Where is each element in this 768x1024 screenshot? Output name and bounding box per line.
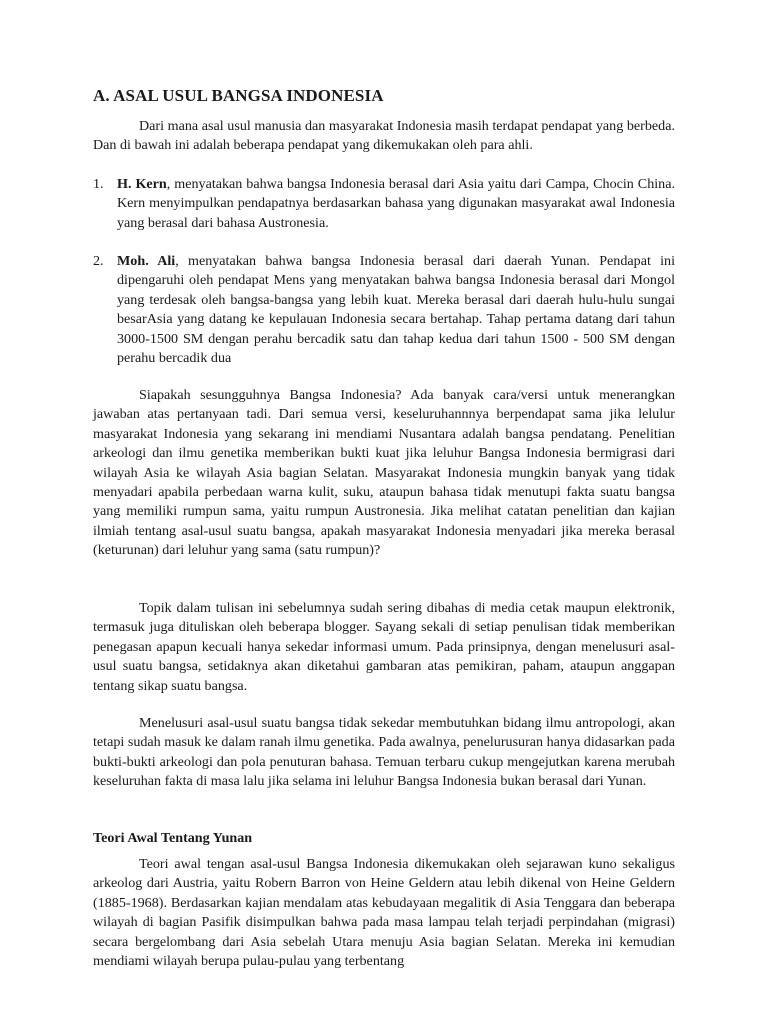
body-paragraph-1: Siapakah sesungguhnya Bangsa Indonesia? Ada banyak cara/versi untuk menerangkan jawaban atas pertanyaan tadi. Dari semua versi, keseluruhannnya berpendapat sama jika lelulur masyarakat Indonesia yang sekarang ini mendiami Nusantara adalah bangsa pendatang. Penelitian arkeologi dan ilmu genetika memberikan bukti kuat jika leluhur Bangsa Indonesia bermigrasi dari wilayah Asia ke wilayah Asia bagian Selatan. Masyarakat Indonesia mungkin banyak yang tidak menyadari apabila perbedaan warna kulit, suku, ataupun bahasa tidak menutupi fakta suatu bangsa yang memiliki rumpun sama, yaitu rumpun Austronesia. Jika melihat catatan penelitian dan kajian ilmiah tentang asal-usul suatu bangsa, apakah masyarakat Indonesia menyadari jika mereka berasal (keturunan) dari leluhur yang sama (satu rumpun)? xyxy=(93,387,675,559)
list-number: 2. xyxy=(93,253,104,269)
body-paragraph-3: Menelusuri asal-usul suatu bangsa tidak sekedar membutuhkan bidang ilmu antropologi, akan tetapi sudah masuk ke dalam ranah ilmu genetika. Pada awalnya, penelurusuran hanya didasarkan pada bukti-bukti arkeologi dan pola penuturan bahasa. Temuan terbaru cukup mengejutkan karena merubah keseluruhan fakta di masa lalu jika selama ini leluhur Bangsa Indonesia bukan berasal dari Yunan. xyxy=(93,715,675,790)
list-body: , menyatakan bahwa bangsa Indonesia berasal dari Asia yaitu dari Campa, Chocin China. Kern menyimpulkan pendapatnya berdasarkan bahasa yang digunakan masyarakat awal Indonesia yang berasal dari bahasa Austronesia. xyxy=(117,176,675,231)
list-number: 1. xyxy=(93,176,104,192)
author-name: Moh. Ali xyxy=(117,253,176,269)
body-paragraph-4: Teori awal tengan asal-usul Bangsa Indonesia dikemukakan oleh sejarawan kuno sekaligus arkeolog dari Austria, yaitu Robern Barron von Heine Geldern atau lebih dikenal von Heine Geldern (1885-1968). Berdasarkan kajian mendalam atas kebudayaan megalitik di Asia Tenggara dan beberapa wilayah di bagian Pasifik disimpulkan bahwa pada masa lampau telah terjadi perpindahan (migrasi) secara bergelombang dari Asia sebelah Utara menuju Asia bagian Selatan. Mereka ini kemudian mendiami wilayah berupa pulau-pulau yang terbentang xyxy=(93,856,675,970)
author-name: H. Kern xyxy=(117,176,167,192)
list-body: , menyatakan bahwa bangsa Indonesia berasal dari daerah Yunan. Pendapat ini dipengaruhi oleh pendapat Mens yang menyatakan bahwa bangsa Indonesia berasal dari Mongol yang terdesak oleh bangsa-bangsa yang lebih kuat. Mereka berasal dari daerah hulu-hulu sungai besarAsia yang datang ke kepulauan Indonesia secara bertahap. Tahap pertama datang dari tahun 3000-1500 SM dengan perahu bercadik satu dan tahap kedua dari tahun 1500 - 500 SM dengan perahu bercadik dua xyxy=(117,253,675,367)
list-text xyxy=(117,252,675,368)
section-subheading: Teori Awal Tentang Yunan xyxy=(93,830,253,846)
body-paragraph-2: Topik dalam tulisan ini sebelumnya sudah sering dibahas di media cetak maupun elektronik, termasuk juga dituliskan oleh beberapa blogger. Sayang sekali di setiap penulisan tidak memberikan penegasan apapun kecuali hanya sekedar informasi umum. Pada prinsipnya, dengan menelusuri asal-usul suatu bangsa, setidaknya akan diketahui gambaran atas pemikiran, paham, ataupun anggapan tentang sikap suatu bangsa. xyxy=(93,600,675,694)
list-item-1 xyxy=(93,175,675,233)
document-title: A. ASAL USUL BANGSA INDONESIA xyxy=(93,86,384,105)
intro-paragraph: Dari mana asal usul manusia dan masyarakat Indonesia masih terdapat pendapat yang berbeda. Dan di bawah ini adalah beberapa pendapat yang dikemukakan oleh para ahli. xyxy=(93,118,675,154)
list-text xyxy=(117,175,675,233)
list-item-2 xyxy=(93,252,675,368)
